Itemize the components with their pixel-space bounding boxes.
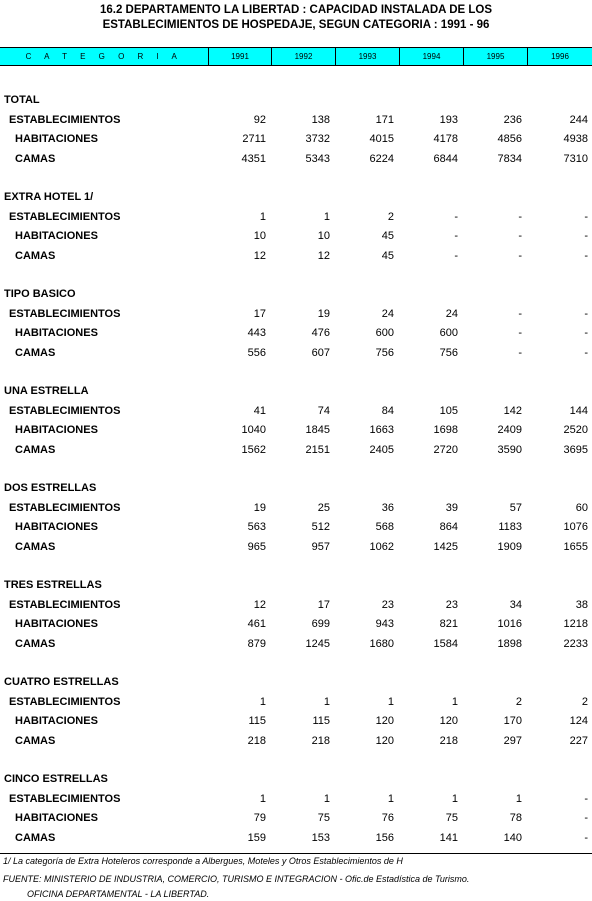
table-cell: - [518,230,522,243]
table-cell: - [454,249,458,262]
row-label: CAMAS [15,637,56,650]
header-category: C A T E G O R I A [25,52,183,61]
row-label: HABITACIONES [15,424,98,437]
section-title: CUATRO ESTRELLAS [4,676,119,688]
table-cell: 12 [253,599,266,611]
table-cell: - [518,327,522,340]
header-year-1991: 1991 [208,48,271,65]
table-cell: 75 [317,812,330,825]
row-label: ESTABLECIMIENTOS [9,114,121,126]
footer-divider [0,853,592,854]
table-cell: 144 [569,405,588,417]
table-cell: 153 [311,831,330,844]
table-cell: 879 [247,637,266,650]
table-cell: - [584,230,588,243]
section-title: EXTRA HOTEL 1/ [4,191,94,203]
table-cell: 297 [503,734,522,747]
table-cell: 4856 [497,133,522,146]
row-label: HABITACIONES [15,230,98,243]
table-cell: - [584,249,588,262]
table-cell: - [454,230,458,243]
table-cell: 10 [317,230,330,243]
table-cell: 1245 [305,637,330,650]
table-cell: 1 [515,793,522,805]
table-cell: 1655 [563,540,588,553]
table-cell: 600 [375,327,394,340]
table-cell: 193 [439,114,458,126]
table-cell: 140 [503,831,522,844]
table-cell: 227 [569,734,588,747]
section-title: TOTAL [4,94,40,106]
table-cell: 864 [439,521,458,534]
row-label: CAMAS [15,443,56,456]
table-cell: 75 [445,812,458,825]
table-cell: 1 [451,696,458,708]
row-label: ESTABLECIMIENTOS [9,308,121,320]
table-cell: 17 [317,599,330,611]
table-cell: 23 [445,599,458,611]
row-label: CAMAS [15,346,56,359]
table-cell: 1016 [497,618,522,631]
row-label: HABITACIONES [15,327,98,340]
row-label: CAMAS [15,734,56,747]
table-cell: 3590 [497,443,522,456]
table-cell: - [584,327,588,340]
table-cell: 105 [439,405,458,417]
table-cell: 10 [253,230,266,243]
table-header [0,47,592,66]
table-cell: 25 [317,502,330,514]
table-cell: 120 [375,715,394,728]
table-cell: 461 [247,618,266,631]
row-label: ESTABLECIMIENTOS [9,696,121,708]
table-cell: 2711 [242,133,266,146]
title-line-2: ESTABLECIMIENTOS DE HOSPEDAJE, SEGUN CATEGORIA : 1991 - 96 [102,19,490,31]
table-cell: 2405 [369,443,394,456]
table-cell: 115 [248,715,266,728]
table-cell: 957 [311,540,330,553]
table-cell: 1909 [497,540,522,553]
table-cell: 4015 [369,133,394,146]
office-line: OFICINA DEPARTAMENTAL - LA LIBERTAD. [27,889,210,899]
header-year-1996: 1996 [527,48,592,65]
table-cell: 607 [311,346,330,359]
row-label: ESTABLECIMIENTOS [9,502,121,514]
table-cell: 76 [381,812,394,825]
table-cell: 821 [439,618,458,631]
table-cell: 1698 [433,424,458,437]
table-cell: 17 [253,308,266,320]
table-cell: 1584 [433,637,458,650]
table-cell: 142 [503,405,522,417]
table-cell: 1680 [369,637,394,650]
table-cell: 2720 [433,443,458,456]
table-cell: 756 [439,346,458,359]
table-cell: 1425 [433,540,458,553]
row-label: CAMAS [15,152,56,165]
table-cell: 512 [311,521,330,534]
header-year-1992: 1992 [271,48,335,65]
table-cell: 57 [509,502,522,514]
table-cell: 1663 [369,424,394,437]
table-cell: 1076 [563,521,588,534]
table-cell: 1 [259,793,266,805]
table-cell: 3732 [305,133,330,146]
table-cell: 19 [317,308,330,320]
table-cell: 4938 [563,133,588,146]
section-title: TRES ESTRELLAS [4,579,102,591]
table-cell: 120 [439,715,458,728]
table-cell: 2233 [563,637,588,650]
table-cell: - [584,831,588,844]
source-line: FUENTE: MINISTERIO DE INDUSTRIA, COMERCIO, TURISMO E INTEGRACION - Ofic.de Estadística de Turismo. [3,874,470,884]
header-year-1995: 1995 [463,48,527,65]
table-cell: - [584,793,588,805]
row-label: HABITACIONES [15,521,98,534]
table-cell: 170 [503,715,522,728]
table-cell: - [454,211,458,223]
table-cell: 6224 [369,152,394,165]
table-cell: - [518,308,522,320]
table-cell: 2409 [497,424,522,437]
table-cell: 556 [247,346,266,359]
table-cell: 74 [317,405,330,417]
header-year-1993: 1993 [335,48,399,65]
table-cell: 1 [323,696,330,708]
table-cell: - [584,812,588,825]
row-label: CAMAS [15,540,56,553]
table-cell: 1898 [497,637,522,650]
table-cell: 24 [381,308,394,320]
table-cell: 7834 [497,152,522,165]
table-cell: 218 [247,734,266,747]
row-label: ESTABLECIMIENTOS [9,793,121,805]
section-title: DOS ESTRELLAS [4,482,97,494]
table-cell: 171 [375,114,394,126]
table-cell: - [518,346,522,359]
table-cell: 218 [311,734,330,747]
table-cell: - [584,346,588,359]
row-label: ESTABLECIMIENTOS [9,599,121,611]
table-cell: 92 [253,114,266,126]
table-cell: 2 [581,696,588,708]
section-title: CINCO ESTRELLAS [4,773,108,785]
table-cell: 1 [451,793,458,805]
table-cell: 1040 [241,424,266,437]
table-cell: 443 [247,327,266,340]
table-cell: 568 [375,521,394,534]
row-label: HABITACIONES [15,715,98,728]
table-cell: 699 [311,618,330,631]
table-cell: 7310 [563,152,588,165]
table-cell: 1 [387,696,394,708]
table-cell: 3695 [563,443,588,456]
table-cell: 2520 [563,424,588,437]
table-cell: 244 [569,114,588,126]
table-cell: 41 [253,405,266,417]
footnote: 1/ La categoría de Extra Hoteleros corresponde a Albergues, Moteles y Otros Establecimientos de H [3,856,403,866]
table-cell: 1 [259,696,266,708]
row-label: HABITACIONES [15,812,98,825]
table-cell: - [518,211,522,223]
table-cell: 84 [381,405,394,417]
table-cell: - [584,211,588,223]
table-cell: 4351 [241,152,266,165]
table-cell: 23 [381,599,394,611]
row-label: ESTABLECIMIENTOS [9,405,121,417]
table-cell: 1062 [369,540,394,553]
table-cell: 12 [253,249,266,262]
title-line-1: 16.2 DEPARTAMENTO LA LIBERTAD : CAPACIDAD INSTALADA DE LOS [99,4,493,16]
table-cell: 943 [375,618,394,631]
table-cell: 78 [509,812,522,825]
section-title: TIPO BASICO [4,288,76,300]
table-cell: 563 [247,521,266,534]
table-cell: 141 [439,831,458,844]
table-cell: 1183 [498,521,522,534]
row-label: HABITACIONES [15,618,98,631]
page-title [0,3,592,33]
table-cell: 476 [311,327,330,340]
table-cell: 138 [311,114,330,126]
table-cell: 115 [312,715,330,728]
table-cell: 1 [323,211,330,223]
row-label: CAMAS [15,831,56,844]
row-label: ESTABLECIMIENTOS [9,211,121,223]
table-cell: 1 [387,793,394,805]
table-cell: 60 [575,502,588,514]
table-cell: 1845 [305,424,330,437]
table-cell: 79 [253,812,266,825]
table-cell: 2151 [305,443,330,456]
table-cell: 4178 [433,133,458,146]
table-cell: - [518,249,522,262]
header-year-1994: 1994 [399,48,463,65]
table-cell: 2 [515,696,522,708]
table-cell: 24 [445,308,458,320]
table-cell: 39 [445,502,458,514]
table-cell: 120 [375,734,394,747]
table-cell: 34 [509,599,522,611]
table-cell: 1 [259,211,266,223]
table-cell: 1218 [563,618,588,631]
section-title: UNA ESTRELLA [4,385,89,397]
table-cell: 19 [253,502,266,514]
table-cell: 600 [439,327,458,340]
table-cell: 5343 [305,152,330,165]
table-cell: 2 [387,211,394,223]
table-cell: 1562 [241,443,266,456]
row-label: CAMAS [15,249,56,262]
table-cell: 38 [575,599,588,611]
table-cell: 12 [317,249,330,262]
table-cell: 236 [503,114,522,126]
table-cell: 965 [247,540,266,553]
table-cell: 6844 [433,152,458,165]
table-cell: 159 [247,831,266,844]
table-cell: 218 [439,734,458,747]
row-label: HABITACIONES [15,133,98,146]
table-cell: 124 [569,715,588,728]
table-cell: 1 [323,793,330,805]
table-cell: 45 [381,249,394,262]
table-cell: 36 [381,502,394,514]
table-cell: - [584,308,588,320]
table-cell: 45 [381,230,394,243]
table-cell: 156 [375,831,394,844]
table-cell: 756 [375,346,394,359]
